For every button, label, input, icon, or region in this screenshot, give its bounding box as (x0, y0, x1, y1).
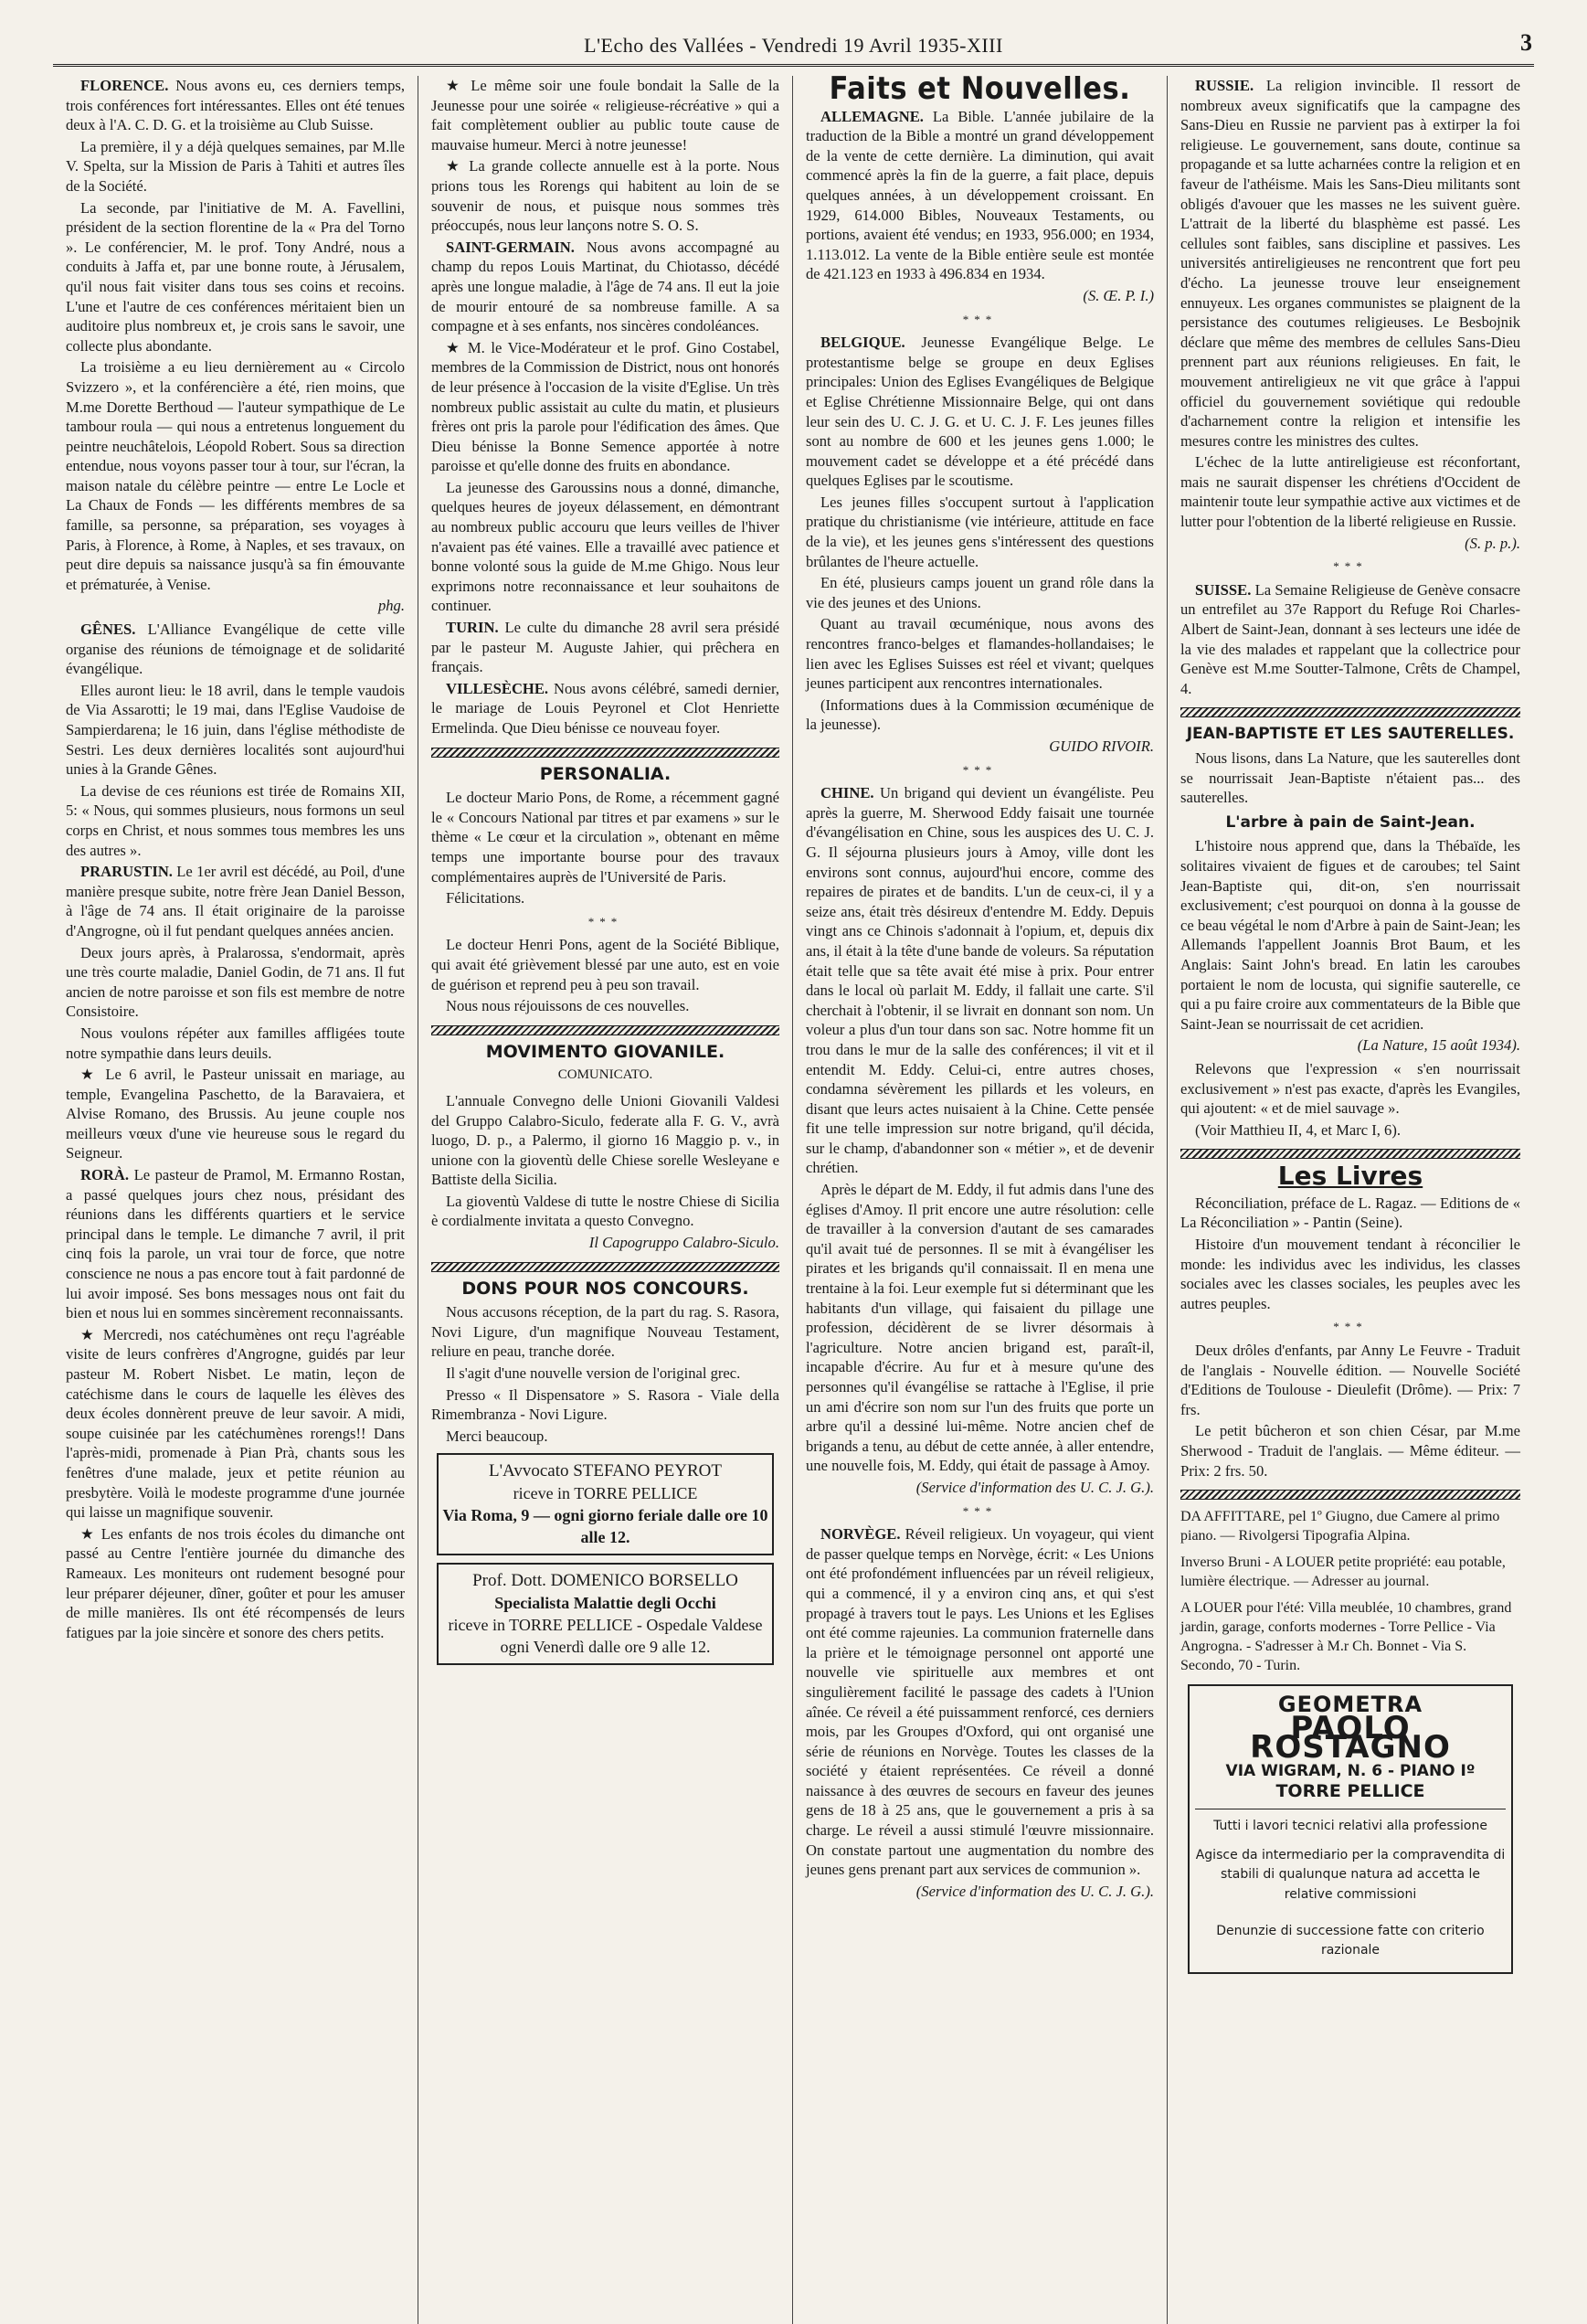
norvege-p1: Réveil religieux. Un voyageur, qui vient de passer quelque temps en Norvège, écrit: « Les Unions ont été profondément influencées par un réveil religieux, qui a commencé, il y a environ cinq ans, et qui s'est propagé à travers tout le pays. Les Unions et les Eglises ont été comme rajeunies. La communion fraternelle dans la prière et le témoignage personnel ont apporté une nouvelle vie spirituelle aux membres et ont singulièrement facilité le passage des cadets à l'Union aînée. Ce réveil a été puissamment renforcé, ces derniers mois, par les Groupes d'Oxford, qui ont organisé une série de réunions en Norvège. Toutes les classes de la société y étaient représentées. Ce réveil a donné naissance à des œuvres de secours en faveur des jeunes gens de 18 à 25 ans, que le gouvernement a pris à sa charge. Le réveil a aussi stimulé l'œuvre missionnaire. On constate partout une augmentation du nombre des jeunes gens prenant part aux services de communion ». (806, 1525, 1154, 1879)
turin-lead: TURIN. (446, 619, 499, 637)
arbre-heading: L'arbre à pain de Saint-Jean. (1225, 812, 1476, 832)
suisse-p1: La Semaine Religieuse de Genève consacre un entrefilet au 37e Rapport du Refuge Roi Charles-Albert de Saint-Jean, donnant à ses lecteurs une idée de la vie des malades et rappelant que la collectrice pour Genève est M.me Soutter-Talmone, Crêts de Champel, 4. (1180, 580, 1520, 697)
rora-p5: ★ La grande collecte annuelle est à la porte. Nous prions tous les Rorengs qui habitent au loin de se souvenir de nous, et puisque nous sommes très préoccupés, nous leur lançons notre S. O. S. (431, 157, 779, 235)
belgique-p5: (Informations dues à la Commission œcuménique de la jeunesse). (806, 695, 1154, 734)
ad-avvocato-hours: Via Roma, 9 — ogni giorno feriale dalle ore 10 alle 12. (442, 1506, 768, 1547)
personalia-p3: Le docteur Henri Pons, agent de la Société Biblique, qui avait été grièvement blessé par une auto, est en voie de guérison et reprend peu à peu son travail. (431, 936, 779, 993)
livres-p2: Histoire d'un mouvement tendant à réconcilier le monde: les individus avec les individus, les classes sociales avec les classes sociales, les peuples avec les autres peuples. (1180, 1236, 1520, 1312)
villeseche-article (431, 679, 779, 738)
belgique-article (806, 333, 1154, 491)
asterism-separator: *** (587, 914, 623, 929)
saint-germain-article (431, 238, 779, 336)
allemagne-signature: (S. Œ. P. I.) (1083, 286, 1154, 304)
movimento-p2: La gioventù Valdese di tutte le nostre Chiese di Sicilia è cordialmente invitata a questo Convegno. (431, 1192, 779, 1230)
russie-article (1180, 76, 1520, 451)
florence-p1: Nous avons eu, ces derniers temps, trois conférences fort intéressantes. Elles ont été tenues deux à l'A. C. D. G. et la troisième au Club Suisse. (66, 77, 405, 134)
saint-germain-p3: La jeunesse des Garoussins nous a donné, dimanche, quelques heures de joyeux délassement, en démontrant au nombreux public accouru que leurs veilles de l'hiver n'avaient pas été vaines. Elle a travaillé avec patience et bonne volonté sous la guide de M.me Ghigo. Nous leur exprimons notre reconnaissance et leur souhaitons de continuer. (431, 478, 779, 615)
florence-p4: La troisième a eu lieu dernièrement au « Circolo Svizzero », et la conférencière a été, rien moins, que M.me Dorette Berthoud — l'auteur sympathique de Le tambour roula — qui nous a entretenus longuement du peintre neuchâtelois, Léopold Robert. Sous sa direction entendue, nous voyons passer tour à tour, sur l'écran, la maison natale du célèbre peintre — entre Le Locle et La Chaux de Fonds — les différents membres de sa famille, sa personne, sa préparation, ses voyages à Paris, à Florence, à Rome, à Naples, et ses travaux, on peut dire depuis sa naissance jusqu'à sa fin émouvante et prématurée, à Venise. (66, 358, 405, 593)
asterism-separator: *** (1333, 1320, 1368, 1334)
rora-article (66, 1165, 405, 1323)
russie-signature: (S. p. p.). (1465, 534, 1520, 552)
belgique-signature: GUIDO RIVOIR. (1049, 738, 1154, 755)
rora-p4: ★ Le même soir une foule bondait la Salle de la Jeunesse pour une soirée « religieuse-récréative » qui a fait complètement oublier au public toute cause de mauvaise humeur. Merci à notre jeunesse! (431, 77, 779, 154)
ad-borsello-specialty: Specialista Malattie degli Occhi (494, 1594, 716, 1613)
norvege-lead: NORVÈGE. (820, 1525, 901, 1544)
allemagne-p1: La Bible. L'année jubilaire de la traduction de la Bible a montré un grand développement de la vente de cette dernière. La diminution, qui avait commencé après la fin de la guerre, a fait place, depuis quelques années, à un développement croissant. En 1929, 614.000 Bibles, Nouveaux Testaments, ou portions, avaient été vendus; en 1933, 956.000; en 1934, 1.113.012. La vente de la Bible entière seule est montée de 421.123 en 1933 à 496.834 en 1934. (806, 107, 1154, 283)
prarustin-p3: Nous voulons répéter aux familles affligées toute notre sympathie dans leurs deuils. (66, 1024, 405, 1062)
suisse-article (1180, 580, 1520, 699)
prarustin-p4: ★ Le 6 avril, le Pasteur unissait en mariage, au temple, Evangelina Paschetto, de la Baravaiera, et Alvise Romano, des Brussis. Au jeune couple nos meilleurs vœux d'une vie heureuse sous le regard du Seigneur. (66, 1066, 405, 1162)
movimento-subheading: COMUNICATO. (557, 1067, 653, 1083)
asterism-separator: *** (962, 1503, 998, 1518)
dons-p4: Merci beaucoup. (446, 1427, 548, 1445)
jean-baptiste-heading: JEAN-BAPTISTE ET LES SAUTERELLES. (1186, 725, 1515, 744)
genes-p2: Elles auront lieu: le 18 avril, dans le temple vaudois de Via Assarotti; le 19 mai, dans l'Eglise Vaudoise de Sampierdarena; le 16 juin, dans l'église méthodiste de Sestri. Les deux dernières localités sont aujourd'hui unies à la Grande Gênes. (66, 681, 405, 779)
prarustin-p1: Le 1er avril est décédé, au Poil, d'une manière presque subite, notre frère Jean Daniel Besson, à l'âge de 74 ans. Il était originaire de la paroisse d'Angrogne, où il fut pendant quelques années ancien. (66, 863, 405, 939)
russie-p1: La religion invincible. Il ressort de nombreux aveux significatifs que la campagne des Sans-Dieu en Russie ne parvient pas à extirper la foi religieuse. Le gouvernement, sans doute, continue sa propagande et sa lutte acharnées contre la religion et en faveur de l'athéisme. Mais les Sans-Dieu militants sont obligés d'avouer que les masses ne les suivent guère. L'attrait de la liberté du blasphème est passé. Les cellules sont faibles, sans discipline et passives. Les universités antireligieuses ne rencontrent que fort peu d'écho. La jeunesse trouve leur enseignement ennuyeux. Les organes communistes se plaignent de la persistance des coutumes religieuses. Le Besbojnik déclare que même des membres de cellules Sans-Dieu prennent part aux réunions religieuses. En fait, le mouvement antireligieux ne vit que grâce à l'appui officiel du gouvernement soviétique qui redouble d'acharnement contre la religion et intensifie les mesures contre les ministres des cultes. (1180, 77, 1520, 450)
personalia-heading: PERSONALIA. (539, 763, 672, 784)
arbre-p2: Relevons que l'expression « s'en nourrissait exclusivement » n'est pas exacte, d'après les Evangiles, qui ajoutent: « et de miel sauvage ». (1180, 1059, 1520, 1118)
chine-signature: (Service d'information des U. C. J. G.). (915, 1478, 1154, 1496)
arbre-p1: L'histoire nous apprend que, dans la Thébaïde, les solitaires vivaient de figues et de caroubes; tel Saint Jean-Baptiste qui, dit-on, s'en nourrissait exclusivement; c'est pourquoi on donna à la gousse de ce beau végétal le nom d'Arbre à pain de Saint-Jean; les Allemands l'appellent Joannis Brot Baum, et les Anglais: Saint John's bread. En latin les caroubes portaient le nom de locusta, qui signifie sauterelle, ce qui a pu faire croire aux commentateurs de la Bible que Saint-Jean se nourrissait de cet acridien. (1180, 837, 1520, 1033)
column-2 (418, 76, 793, 2324)
ad-inverso-bruni: Inverso Bruni - A LOUER petite propriété: eau potable, lumière électrique. — Adresser au journal. (1180, 1555, 1506, 1590)
suisse-lead: SUISSE. (1195, 580, 1252, 599)
column-4 (1168, 76, 1533, 2324)
movimento-heading: MOVIMENTO GIOVANILE. (485, 1041, 725, 1062)
genes-article (66, 620, 405, 679)
masthead-title: L'Echo des Vallées - Vendredi 19 Avril 1935-XIII (584, 34, 1003, 57)
column-1 (53, 76, 418, 2324)
russie-lead: RUSSIE. (1195, 77, 1254, 94)
rora-lead: RORÀ. (80, 1166, 130, 1184)
ad-borsello-hours: riceve in TORRE PELLICE - Ospedale Valdese ogni Venerdì dalle ore 9 alle 12. (448, 1616, 763, 1657)
dons-p1: Nous accusons réception, de la part du rag. S. Rasora, Novi Ligure, d'un magnifique Nouveau Testament, reliure en peau, tranche dorée. (431, 1303, 779, 1361)
saint-germain-p2: ★ M. le Vice-Modérateur et le prof. Gino Costabel, membres de la Commission de District, nous ont honorés de leur présence à l'occasion de la visite d'Eglise. Un très nombreux public assistait au culte du matin, et plusieurs frères ont pris la parole pour l'édification des âmes. Que Dieu bénisse la Bonne Semence apportée à notre paroisse et qu'elle donne des fruits en abondance. (431, 338, 779, 475)
jean-baptiste-p1: Nous lisons, dans La Nature, que les sauterelles dont se nourrissait Jean-Baptiste n'étaient pas... des sauterelles. (1180, 749, 1520, 807)
dons-p2: Il s'agit d'une nouvelle version de l'original grec. (446, 1364, 741, 1383)
belgique-p4: Quant au travail œcuménique, nous avons des rencontres franco-belges et flamandes-hollandaises; le lien avec les Eglises Suisses est réel et vivant; quelques jeunes participent aux rencontres internationales. (806, 615, 1154, 693)
chine-p2: Après le départ de M. Eddy, il fut admis dans l'une des églises d'Amoy. Il prit encore une autre résolution: celle de travailler à la conversion d'autant de ses camarades qu'il avait tué de personnes. Il se mit à évangéliser les pirates et les brigands qu'il connaissait. Il en mena une trentaine à la foi. Leur exemple fut si déterminant que les habitants d'un village, qui faisaient du pillage une profession, décidèrent de se livrer désormais à l'agriculture. Notre ancien brigand est, paraît-il, incapable d'écrire. Au fur et à mesure qu'une des personnes qu'il évangélise se rattache à l'Eglise, il prie un ami d'écrire son nom sur l'un des fruits que porte un arbre qu'il a dessiné lui-même. Notre ancien chef de brigands a tenu, au début de cette année, à aller entendre, une nouvelle fois, M. Eddy, qui était de passage à Amoy. (806, 1181, 1154, 1475)
section-divider (431, 748, 779, 758)
ad-avvocato-peyrot (437, 1453, 774, 1555)
norvege-article (806, 1524, 1154, 1880)
rora-p3: ★ Les enfants de nos trois écoles du dimanche ont passé au Centre l'entière journée du dimanche des Rameaux. Les moniteurs ont rudement besogné pour leur préparer déjeuner, dîner, goûter et pour les amuser de mille manières. Ils ont été récompensés de leurs fatigues par la joie sincère et sonore des chers petits. (66, 1524, 405, 1641)
florence-p2: La première, il y a déjà quelques semaines, par M.lle V. Spelta, sur la Mission de Paris à Tahiti et autres îles de la Société. (66, 137, 405, 195)
page-header (53, 27, 1534, 67)
ad-avvocato-place: riceve in TORRE PELLICE (513, 1484, 698, 1503)
ad-avvocato-name: L'Avvocato STEFANO PEYROT (489, 1461, 722, 1481)
prarustin-lead: PRARUSTIN. (80, 863, 173, 881)
villeseche-lead: VILLESÈCHE. (446, 679, 549, 697)
geo-successions: Denunzie di successione fatte con criterio razionale (1216, 1923, 1485, 1958)
page-number: 3 (1520, 29, 1532, 56)
geo-address: VIA WIGRAM, N. 6 - PIANO Iº (1225, 1761, 1476, 1780)
section-divider (1180, 1149, 1520, 1159)
asterism-separator: *** (962, 312, 998, 326)
turin-p1: Le culte du dimanche 28 avril sera présidé par le pasteur M. Auguste Jahier, qui prêchera en français. (431, 619, 779, 676)
livres-p4: Le petit bûcheron et son chien César, par M.me Sherwood - Traduit de l'anglais. — Même éditeur. — Prix: 2 frs. 50. (1180, 1422, 1520, 1480)
asterism-separator: *** (1333, 559, 1368, 574)
rora-p2: ★ Mercredi, nos catéchumènes ont reçu l'agréable visite de leurs confrères d'Angrogne, guidés par leur pasteur M. Robert Nisbet. Le matin, leçon de catéchisme dans le cours de laquelle les élèves des deux écoles donnèrent preuve de leur savoir. A midi, soupe cuisinée par les catéchumènes rorengs!! Dans l'après-midi, promenade à Pian Prà, chants sous les fenêtres d'une malade, jeux et petite réunion au presbytère. Voilà le modeste programme d'une journée qui laisse un magnifique souvenir. (66, 1325, 405, 1522)
chine-article (806, 783, 1154, 1178)
florence-article (66, 76, 405, 135)
ad-a-louer: A LOUER pour l'été: Villa meublée, 10 chambres, grand jardin, garage, conforts modernes - Torre Pellice - Via Angrogna. - S'adresser à M.r Ch. Bonnet - Via S. Secondo, 70 - Turin. (1180, 1600, 1512, 1674)
belgique-p3: En été, plusieurs camps jouent un grand rôle dans la vie des jeunes et des Unions. (806, 574, 1154, 611)
personalia-p1: Le docteur Mario Pons, de Rome, a récemment gagné le « Concours National par titres et par examens » sur le thème « Le cœur et la circulation », obtenant en même temps une importante bourse pour des travaux complémentaires auprès de l'Université de Paris. (431, 789, 779, 886)
personalia-p4: Nous nous réjouissons de ces nouvelles. (446, 997, 690, 1015)
faits-heading: Faits et Nouvelles. (829, 76, 1131, 107)
ad-dott-borsello (437, 1563, 774, 1665)
belgique-p2: Les jeunes filles s'occupent surtout à l'application pratique du christianisme (vie intérieure, attitude en face de la vie), et les jeunes gens s'intéressent des questions brûlantes de l'heure actuelle. (806, 493, 1154, 570)
arbre-p3: (Voir Matthieu II, 4, et Marc I, 6). (1195, 1120, 1402, 1139)
prarustin-p2: Deux jours après, à Pralarossa, s'endormait, après une très courte maladie, Daniel Godin, de 71 ans. Il fut ancien de notre paroisse et son fils est membre de notre Consistoire. (66, 943, 405, 1021)
allemagne-article (806, 107, 1154, 284)
rora-p1: Le pasteur de Pramol, M. Ermanno Rostan, a passé quelques jours chez nous, présidant des réunions dans les différents quartiers et le service principal dans le temple. Le dimanche 7 avril, il prit cinq fois la parole, un vrai tour de force, que notre conscience ne nous a pas encore tout à fait pardonné de lui avoir imposé. Ses bons messages nous ont fait du bien et nous lui en sommes sincèrement reconnaissants. (66, 1166, 406, 1322)
movimento-p1: L'annuale Convegno delle Unioni Giovanili Valdesi del Gruppo Calabro-Siculo, federate alla F. G. V., avrà luogo, D. p., a Palermo, il giorno 16 Maggio p. v., in unione con la gioventù delle Chiese sorelle Wesleyane e Battiste della Sicilia. (431, 1091, 779, 1189)
villeseche-p1: Nous avons célébré, samedi dernier, le mariage de Louis Peyronel et Clot Henriette Ermelinda. Que Dieu bénisse ce nouveau foyer. (431, 679, 779, 737)
section-divider (1180, 707, 1520, 717)
genes-p1: L'Alliance Evangélique de cette ville organise des réunions de témoignage et de solidarité évangélique. (66, 621, 405, 678)
chine-p1: Un brigand qui devient un évangéliste. Peu après la guerre, M. Sherwood Eddy faisait une tournée d'évangélisation en Chine, sous les auspices des U. C. J. G. Il séjourna plusieurs jours à Amoy, ville dont les environs sont connus, aujourd'hui encore, comme des repaires de pirates et de bandits. L'un de ceux-ci, il y a seize ans, était très désireux d'entendre M. Eddy. Depuis vingt ans ce Chinois s'adonnait à l'opium, et, depuis dix ans, il était à la tête d'une bande de voleurs. Sa réputation était telle que sa tête avait été mise à prix. Pour entrer dans le local où parlait M. Eddy, il fallait une carte. S'il cherchait à l'obtenir, il se livrait en donnant son nom. Un voleur a plus d'un tour dans son sac. Notre homme fit un trou dans le mur de la salle des conférences; il vit et il entendit M. Eddy. Celui-ci, entre autres choses, condamna sévèrement les pillards et les voleurs, en disant que leurs actes nuisaient à la Chine. Cette pensée fit une telle impression sur notre brigand, qu'il décida, sur le champ, d'abandonner son « métier », et de devenir chrétien. (806, 784, 1154, 1177)
dons-heading: DONS POUR NOS CONCOURS. (461, 1278, 749, 1299)
section-divider (1180, 1490, 1520, 1500)
movimento-signature: Il Capogruppo Calabro-Siculo. (588, 1234, 779, 1252)
belgique-p1: Jeunesse Evangélique Belge. Le protestantisme belge se groupe en deux Eglises principales: Union des Eglises Evangéliques de Belgique et Eglise Chrétienne Missionnaire Belge, qui ont dans leur sein des U. C. J. G. et U. C. J. F. Les jeunes filles sont au nombre de 600 et les jeunes gens 1.000; le mouvement cadet se développe et a été précédé dans quelques Eglises par le scoutisme. (806, 334, 1154, 490)
column-3 (793, 76, 1168, 2324)
chine-lead: CHINE. (820, 784, 874, 802)
asterism-separator: *** (962, 762, 998, 777)
dons-p3: Presso « Il Dispensatore » S. Rasora - Viale della Rimembranza - Novi Ligure. (431, 1385, 779, 1424)
prarustin-article (66, 862, 405, 940)
belgique-lead: BELGIQUE. (820, 334, 905, 352)
geo-title: GEOMETRA (1277, 1692, 1423, 1718)
section-divider (431, 1262, 779, 1272)
personalia-p2: Félicitations. (446, 889, 525, 907)
florence-lead: FLORENCE. (80, 77, 169, 94)
turin-article (431, 618, 779, 677)
columns (53, 76, 1534, 2324)
ad-geometra-rostagno (1188, 1684, 1513, 1974)
ad-borsello-name: Prof. Dott. DOMENICO BORSELLO (472, 1571, 738, 1591)
geo-name: PAOLO ROSTAGNO (1250, 1709, 1451, 1767)
ad-da-affittare: DA AFFITTARE, pel 1º Giugno, due Camere al primo piano. — Rivolgersi Tipografia Alpina. (1180, 1509, 1500, 1544)
saint-germain-lead: SAINT-GERMAIN. (446, 238, 575, 256)
genes-p3: La devise de ces réunions est tirée de Romains XII, 5: « Nous, qui sommes plusieurs, nous formons un seul corps en Christ, et nous sommes tous membres les uns des autres ». (66, 781, 405, 859)
geo-intermediary: Agisce da intermediario per la compravendita di stabili di qualunque natura ad accetta le relative commissioni (1195, 1847, 1506, 1902)
livres-p3: Deux drôles d'enfants, par Anny Le Feuvre - Traduit de l'anglais - Nouvelle édition. — Nouvelle Société d'Editions de Toulouse - Dieulefit (Drôme). — Prix: 7 frs. (1180, 1342, 1520, 1418)
florence-signature: phg. (377, 597, 405, 615)
arbre-signature: (La Nature, 15 août 1934). (1357, 1036, 1520, 1055)
geo-services: Tutti i lavori tecnici relativi alla professione (1195, 1809, 1506, 1837)
genes-lead: GÊNES. (80, 621, 136, 639)
livres-p1: Réconciliation, préface de L. Ragaz. — Editions de « La Réconciliation » - Pantin (Seine). (1180, 1194, 1520, 1232)
florence-p3: La seconde, par l'initiative de M. A. Favellini, président de la section florentine de la « Pra del Torno ». Le conférencier, M. le prof. Tony André, nous a conduits à Jaffa et, par une bonne route, à Jérusalem, qu'il nous fait visiter dans tous ses coins et recoins. L'une et l'autre de ces conférences méritaient bien un auditoire plus nombreux et, je crois sans le savoir, une collecte plus abondante. (66, 198, 405, 355)
geo-city: TORRE PELLICE (1275, 1780, 1425, 1801)
saint-germain-p1: Nous avons accompagné au champ du repos Louis Martinat, du Chiotasso, décédé après une longue maladie, à l'âge de 74 ans. Il eut la joie de mourir entouré de sa nombreuse famille. A sa compagne et à ses enfants, nos sincères condoléances. (431, 238, 779, 335)
norvege-signature: (Service d'information des U. C. J. G.). (915, 1882, 1154, 1900)
section-divider (431, 1025, 779, 1035)
russie-p2: L'échec de la lutte antireligieuse est réconfortant, mais ne saurait dispenser les chrétiens d'Occident de maintenir toute leur sympathie active aux victimes et de lutter pour l'obtention de la liberté religieuse en Russie. (1180, 453, 1520, 531)
allemagne-lead: ALLEMAGNE. (820, 107, 924, 125)
livres-heading: Les Livres (1277, 1161, 1423, 1192)
